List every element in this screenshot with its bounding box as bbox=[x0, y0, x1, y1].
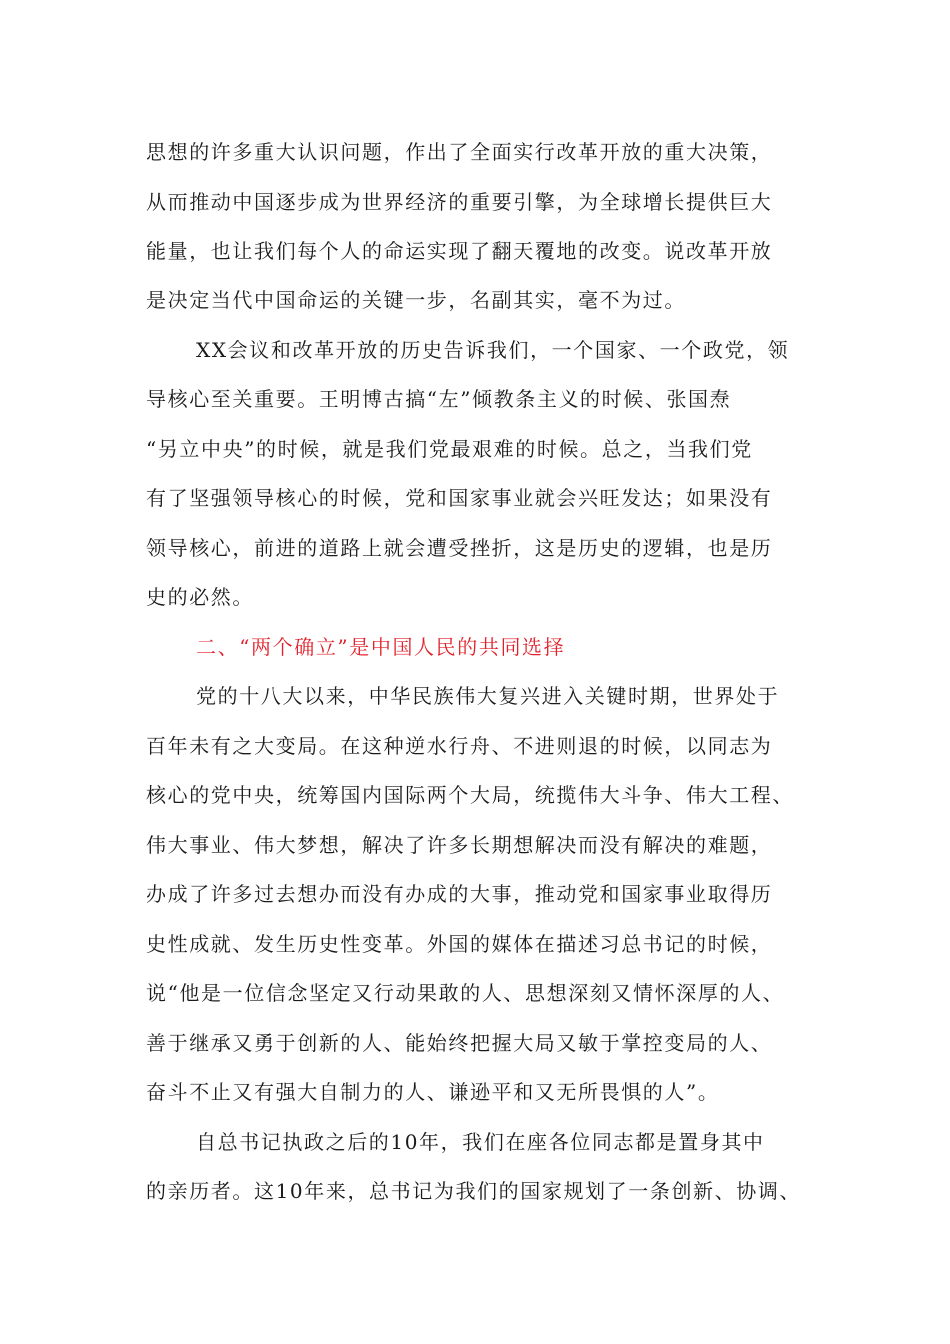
text-line: 史的必然。 bbox=[146, 585, 254, 609]
text-line: 善于继承又勇于创新的人、能始终把握大局又敏于掌控变局的人、 bbox=[146, 1031, 773, 1055]
text-line: 自总书记执政之后的10年，我们在座各位同志都是置身其中 bbox=[196, 1130, 765, 1154]
text-line: 导核心至关重要。王明博古搞“左”倾教条主义的时候、张国焘 bbox=[146, 387, 732, 411]
text-line: 史性成就、发生历史性变革。外国的媒体在描述习总书记的时候， bbox=[146, 932, 773, 956]
text-line: 核心的党中央，统筹国内国际两个大局，统揽伟大斗争、伟大工程、 bbox=[146, 783, 794, 807]
text-line: 领导核心，前进的道路上就会遭受挫折，这是历史的逻辑，也是历 bbox=[146, 536, 773, 560]
text-line: 奋斗不止又有强大自制力的人、谦逊平和又无所畏惧的人”。 bbox=[146, 1080, 720, 1104]
text-line: XX会议和改革开放的历史告诉我们，一个国家、一个政党，领 bbox=[196, 338, 790, 362]
text-line: 办成了许多过去想办而没有办成的大事，推动党和国家事业取得历 bbox=[146, 882, 773, 906]
text-line: 有了坚强领导核心的时候，党和国家事业就会兴旺发达；如果没有 bbox=[146, 486, 773, 510]
text-line: 是决定当代中国命运的关键一步，名副其实，毫不为过。 bbox=[146, 288, 686, 312]
text-line: 说“他是一位信念坚定又行动果敢的人、思想深刻又情怀深厚的人、 bbox=[146, 981, 785, 1005]
text-line: 党的十八大以来，中华民族伟大复兴进入关键时期，世界处于 bbox=[196, 684, 780, 708]
text-line: “另立中央”的时候，就是我们党最艰难的时候。总之，当我们党 bbox=[146, 437, 753, 461]
section-heading: 二、“两个确立”是中国人民的共同选择 bbox=[196, 635, 566, 659]
text-line: 的亲历者。这10年来，总书记为我们的国家规划了一条创新、协调、 bbox=[146, 1179, 802, 1203]
text-line: 从而推动中国逐步成为世界经济的重要引擎，为全球增长提供巨大 bbox=[146, 190, 773, 214]
text-line: 百年未有之大变局。在这种逆水行舟、不进则退的时候，以同志为 bbox=[146, 734, 773, 758]
text-line: 思想的许多重大认识问题，作出了全面实行改革开放的重大决策， bbox=[146, 140, 773, 164]
text-line: 伟大事业、伟大梦想，解决了许多长期想解决而没有解决的难题， bbox=[146, 833, 773, 857]
text-line: 能量，也让我们每个人的命运实现了翻天覆地的改变。说改革开放 bbox=[146, 239, 773, 263]
